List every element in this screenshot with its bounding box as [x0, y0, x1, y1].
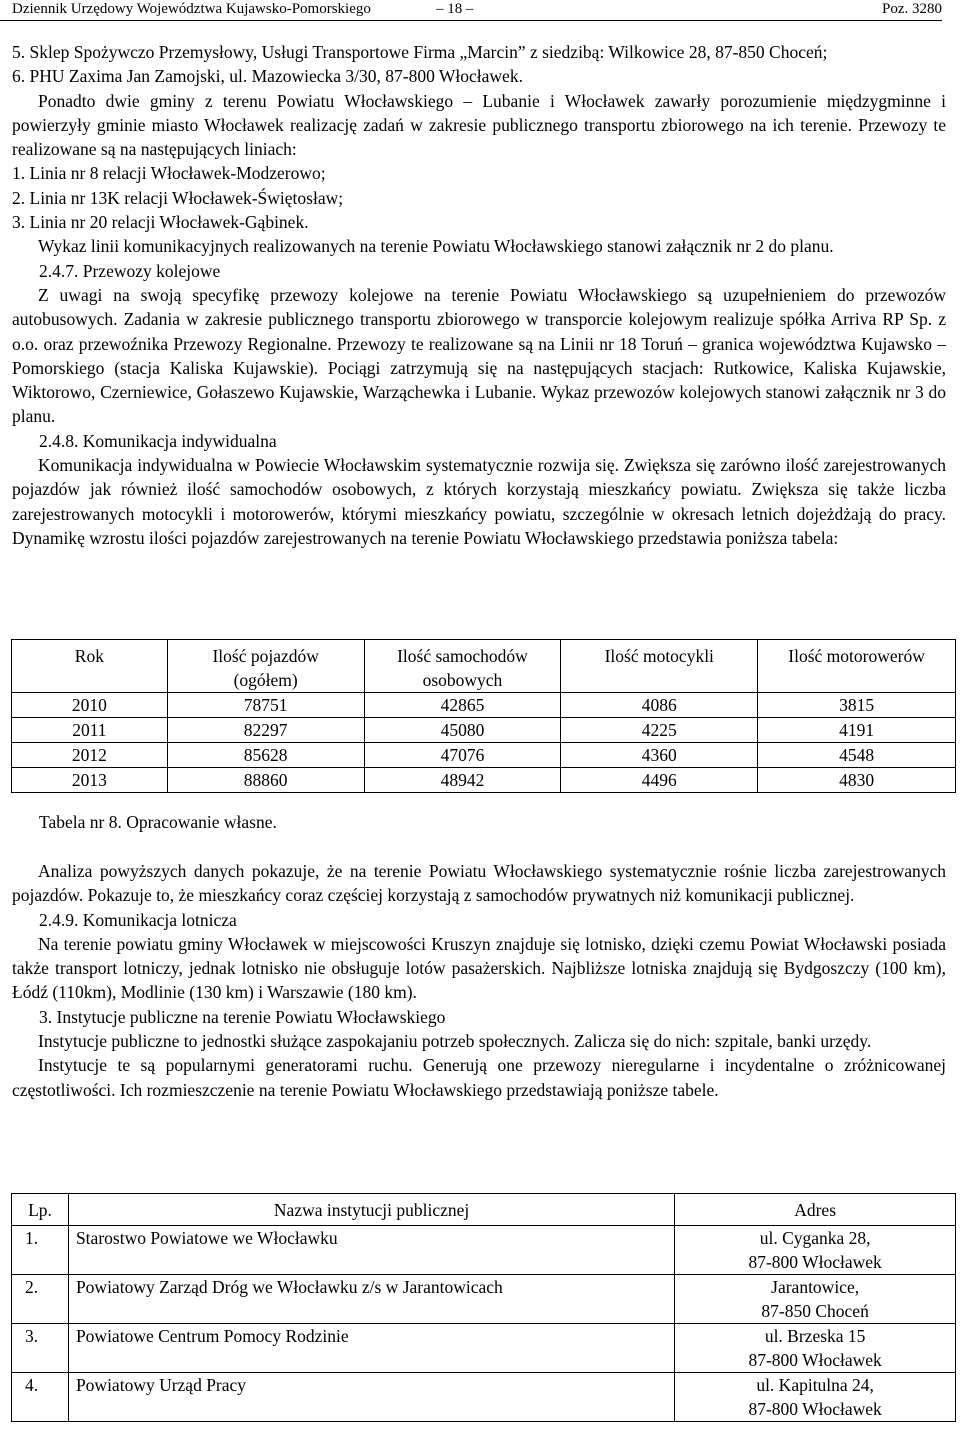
- institution-name: Powiatowe Centrum Pomocy Rodzinie: [68, 1324, 674, 1373]
- table-row: [12, 768, 956, 793]
- institution-address: Jarantowice, 87-850 Choceń: [675, 1275, 956, 1324]
- list-item: 2. Linia nr 13K relacji Włocławek-Świętosław;: [12, 187, 344, 208]
- table-cell: 4496: [561, 768, 758, 793]
- section-heading: 2.4.9. Komunikacja lotnicza: [39, 909, 237, 930]
- paragraph: Wykaz linii komunikacyjnych realizowanych na terenie Powiatu Włocławskiego stanowi załącznik nr 2 do planu.: [38, 236, 834, 257]
- section-heading: 2.4.8. Komunikacja indywidualna: [39, 430, 277, 451]
- column-header: Rok: [12, 640, 168, 693]
- section-heading: 3. Instytucje publiczne na terenie Powiatu Włocławskiego: [39, 1006, 446, 1027]
- table-cell: 47076: [364, 743, 561, 768]
- paragraph: Instytucje te są popularnymi generatorami ruchu. Generują one przewozy nieregularne i incydentalne o zróżnicowanej częstotliwości. Ich rozmieszczenie na terenie Powiatu Włocławskiego przedstawiają poniższe tabele.: [12, 1055, 946, 1100]
- institution-name: Powiatowy Urząd Pracy: [68, 1373, 674, 1422]
- table-cell: 4830: [758, 768, 956, 793]
- institution-address: ul. Kapitulna 24, 87-800 Włocławek: [675, 1373, 956, 1422]
- table-header-row: [12, 640, 956, 693]
- table-cell: 2010: [12, 693, 168, 718]
- column-header: Lp.: [12, 1194, 69, 1226]
- table-row: [12, 1275, 956, 1324]
- table-cell: 45080: [364, 718, 561, 743]
- paragraph: Ponadto dwie gminy z terenu Powiatu Włocławskiego – Lubanie i Włocławek zawarły porozumienie międzygminne i powierzyły gminie miasto Włocławek realizację zadań w zakresie publicznego transportu zbiorowego na ich terenie. Przewozy te realizowane są na następujących liniach:: [12, 90, 946, 160]
- institution-address: ul. Brzeska 15 87-800 Włocławek: [675, 1324, 956, 1373]
- table-cell: 4086: [561, 693, 758, 718]
- paragraph: Analiza powyższych danych pokazuje, że na terenie Powiatu Włocławskiego systematycznie rośnie liczba zarejestrowanych pojazdów. Pokazuje to, że mieszkańcy coraz częściej korzystają z samochodów prywatnych niż komunikacji publicznej.: [12, 861, 946, 906]
- page-header: [0, 0, 942, 21]
- row-number: 1.: [12, 1226, 69, 1275]
- institution-name: Starostwo Powiatowe we Włocławku: [68, 1226, 674, 1275]
- table-caption: Tabela nr 8. Opracowanie własne.: [39, 812, 277, 832]
- paragraph: Na terenie powiatu gminy Włocławek w miejscowości Kruszyn znajduje się lotnisko, dzięki czemu Powiat Włocławski posiada także transport lotniczy, jednak lotnisko nie obsługuje lotów pasażerskich. Najbliższe lotniska znajdują się Bydgoszczy (100 km), Łódź (110km), Modlinie (130 km) i Warszawie (180 km).: [12, 933, 946, 1003]
- table-row: [12, 743, 956, 768]
- paragraph: 6. PHU Zaxima Jan Zamojski, ul. Mazowiecka 3/30, 87-800 Włocławek.: [12, 66, 523, 87]
- table-cell: 4548: [758, 743, 956, 768]
- table-cell: 4191: [758, 718, 956, 743]
- table-row: [12, 718, 956, 743]
- table-header-row: [12, 1194, 956, 1226]
- column-header: Ilość motocykli: [561, 640, 758, 693]
- table-cell: 4360: [561, 743, 758, 768]
- table-row: [12, 1324, 956, 1373]
- table-row: [12, 1373, 956, 1422]
- paragraph: Z uwagi na swoją specyfikę przewozy kolejowe na terenie Powiatu Włocławskiego są uzupełnieniem do przewozów autobusowych. Zadania w zakresie publicznego transportu zbiorowego w transporcie kolejowym realizuje spółka Arriva RP Sp. z o.o. oraz przewoźnika Przewozy Regionalne. Przewozy te realizowane są na Linii nr 18 Toruń – granica województwa Kujawsko – Pomorskiego (stacja Kaliska Kujawskie). Pociągi zatrzymują się na następujących stacjach: Rutkowice, Kaliska Kujawskie, Wiktorowo, Czerniewice, Gołaszewo Kujawskie, Warząchewka i Lubanie. Wykaz przewozów kolejowych stanowi załącznik nr 3 do planu.: [12, 284, 946, 427]
- vehicle-table: [11, 639, 956, 793]
- table-cell: 82297: [167, 718, 364, 743]
- text-block-1: [12, 40, 946, 550]
- row-number: 2.: [12, 1275, 69, 1324]
- table-cell: 85628: [167, 743, 364, 768]
- column-header: Ilość motorowerów: [758, 640, 956, 693]
- table-cell: 48942: [364, 768, 561, 793]
- page-number: – 18 –: [436, 1, 474, 17]
- table-cell: 3815: [758, 693, 956, 718]
- institution-table: [11, 1193, 956, 1422]
- table-cell: 42865: [364, 693, 561, 718]
- list-item: 1. Linia nr 8 relacji Włocławek-Modzerowo;: [12, 163, 326, 184]
- list-item: 3. Linia nr 20 relacji Włocławek-Gąbinek.: [12, 212, 309, 233]
- row-number: 4.: [12, 1373, 69, 1422]
- paragraph: Instytucje publiczne to jednostki służące zaspokajaniu potrzeb społecznych. Zalicza się do nich: szpitale, banki urzędy.: [38, 1031, 872, 1052]
- column-header: Nazwa instytucji publicznej: [68, 1194, 674, 1226]
- table-row: [12, 693, 956, 718]
- journal-title: Dziennik Urzędowy Województwa Kujawsko-Pomorskiego: [12, 1, 371, 17]
- table-cell: 2012: [12, 743, 168, 768]
- row-number: 3.: [12, 1324, 69, 1373]
- text-block-2: [12, 859, 946, 1102]
- institution-address: ul. Cyganka 28, 87-800 Włocławek: [675, 1226, 956, 1275]
- table-cell: 2013: [12, 768, 168, 793]
- paragraph: Komunikacja indywidualna w Powiecie Włocławskim systematycznie rozwija się. Zwiększa się zarówno ilość zarejestrowanych pojazdów jak również ilość samochodów osobowych, z których korzystają mieszkańcy powiatu. Zwiększa się także liczba zarejestrowanych motocykli i motorowerów, którymi mieszkańcy powiatu, szczególnie w okresach letnich dojeżdżają do pracy. Dynamikę wzrostu ilości pojazdów zarejestrowanych na terenie Powiatu Włocławskiego przedstawia poniższa tabela:: [12, 455, 946, 548]
- column-header: Ilość pojazdów (ogółem): [167, 640, 364, 693]
- table-cell: 4225: [561, 718, 758, 743]
- table-cell: 2011: [12, 718, 168, 743]
- table-cell: 88860: [167, 768, 364, 793]
- section-heading: 2.4.7. Przewozy kolejowe: [39, 260, 221, 281]
- table-row: [12, 1226, 956, 1275]
- column-header: Adres: [675, 1194, 956, 1226]
- column-header: Ilość samochodów osobowych: [364, 640, 561, 693]
- paragraph: 5. Sklep Spożywczo Przemysłowy, Usługi Transportowe Firma „Marcin” z siedzibą: Wilkowice 28, 87-850 Choceń;: [12, 42, 828, 62]
- table-cell: 78751: [167, 693, 364, 718]
- position-number: Poz. 3280: [882, 1, 942, 17]
- institution-name: Powiatowy Zarząd Dróg we Włocławku z/s w Jarantowicach: [68, 1275, 674, 1324]
